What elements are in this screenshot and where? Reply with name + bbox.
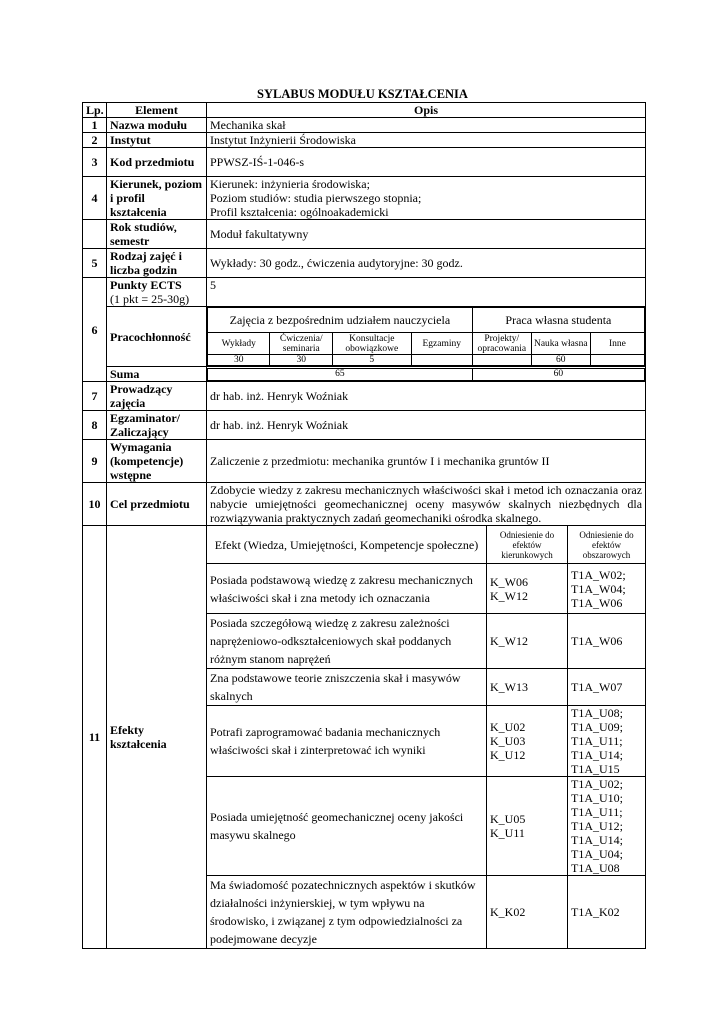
table-row — [83, 483, 646, 526]
table-row — [83, 118, 646, 133]
table-row — [83, 220, 646, 249]
row-element: Prowadzący zajęcia — [107, 382, 207, 411]
val-exams — [411, 355, 472, 366]
effects-head-effect: Efekt (Wiedza, Umiejętności, Kompetencje społeczne) — [207, 526, 487, 564]
row-value — [207, 177, 646, 220]
sum-cell — [207, 367, 646, 382]
row-value: dr hab. inż. Henryk Woźniak — [207, 382, 646, 411]
profile-line: Profil kształcenia: ogólnoakademicki — [210, 205, 389, 219]
col-other: Inne — [590, 333, 644, 355]
col-self-study: Nauka własna — [531, 333, 590, 355]
header-lp: Lp. — [83, 103, 107, 118]
row-number: 8 — [83, 411, 107, 440]
ects-label: Punkty ECTS — [110, 278, 182, 292]
table-row-ects — [83, 278, 646, 307]
val-lectures: 30 — [208, 355, 270, 366]
row-number: 7 — [83, 382, 107, 411]
ects-value: 5 — [207, 278, 646, 307]
row-element: Rok studiów, semestr — [107, 220, 207, 249]
table-row — [83, 411, 646, 440]
header-opis: Opis — [207, 103, 646, 118]
self-work-header: Praca własna studenta — [472, 308, 644, 333]
table-row-sum — [83, 367, 646, 382]
col-exams: Egzaminy — [411, 333, 472, 355]
header-element: Element — [107, 103, 207, 118]
col-projects: Projekty/ opracowania — [472, 333, 531, 355]
effect-text: Posiada szczegółową wiedzę z zakresu zależności naprężeniowo-odkształceniowych skał poddanych różnym stanom naprężeń — [207, 614, 487, 669]
row-element: Egzaminator/ Zaliczający — [107, 411, 207, 440]
effect-kier: K_W13 — [487, 669, 568, 706]
row-value: Zdobycie wiedzy z zakresu mechanicznych właściwości skał i metod ich oznaczania oraz nabycie umiejętności geomechanicznej oceny masywów skalnych niezbędnych dla rozwiązywania praktycznych zadań geomechaniki ośrodka skalnego. — [207, 483, 646, 526]
effect-kier: K_U02 K_U03 K_U12 — [487, 706, 568, 777]
row-element: Cel przedmiotu — [107, 483, 207, 526]
effect-obsz: T1A_U08; T1A_U09; T1A_U11; T1A_U14; T1A_U15 — [568, 706, 646, 777]
effect-text: Posiada umiejętność geomechanicznej oceny jakości masywu skalnego — [207, 777, 487, 876]
workload-cell — [207, 307, 646, 367]
col-lectures: Wykłady — [208, 333, 270, 355]
workload-label: Pracochłonność — [107, 307, 207, 367]
row-value: dr hab. inż. Henryk Woźniak — [207, 411, 646, 440]
row-number: 1 — [83, 118, 107, 133]
val-exercises: 30 — [270, 355, 332, 366]
effect-kier: K_W12 — [487, 614, 568, 669]
row-element: Kod przedmiotu — [107, 148, 207, 177]
level-line: Poziom studiów: studia pierwszego stopnia; — [210, 191, 422, 205]
effect-obsz: T1A_W02; T1A_W04; T1A_W06 — [568, 564, 646, 614]
ects-sub: (1 pkt = 25-30g) — [110, 292, 190, 306]
syllabus-table — [82, 102, 646, 949]
effect-text: Potrafi zaprogramować badania mechanicznych właściwości skał i zinterpretować ich wyniki — [207, 706, 487, 777]
row-element: Rodzaj zajęć i liczba godzin — [107, 249, 207, 278]
row-number: 9 — [83, 440, 107, 483]
sum-contact: 65 — [208, 368, 473, 380]
row-number: 4 — [83, 177, 107, 220]
effect-obsz: T1A_U02; T1A_U10; T1A_U11; T1A_U12; T1A_U14; T1A_U04; T1A_U08 — [568, 777, 646, 876]
contact-hours-header: Zajęcia z bezpośrednim udziałem nauczyciela — [208, 308, 473, 333]
effect-obsz: T1A_K02 — [568, 876, 646, 949]
row-number: 5 — [83, 249, 107, 278]
row-element: Kierunek, poziom i profil kształcenia — [107, 177, 207, 220]
effect-kier: K_W06 K_W12 — [487, 564, 568, 614]
sum-label: Suma — [107, 367, 207, 382]
row-value: Wykłady: 30 godz., ćwiczenia audytoryjne: 30 godz. — [207, 249, 646, 278]
table-row-workload — [83, 307, 646, 367]
document-title: SYLABUS MODUŁU KSZTAŁCENIA — [257, 87, 468, 101]
col-consultations: Konsultacje obowiązkowe — [332, 333, 411, 355]
row-value: Mechanika skał — [207, 118, 646, 133]
val-self-study: 60 — [531, 355, 590, 366]
row-number: 11 — [83, 526, 107, 949]
effects-head-kier: Odniesienie do efektów kierunkowych — [487, 526, 568, 564]
effect-kier: K_U05 K_U11 — [487, 777, 568, 876]
row-value: Moduł fakultatywny — [207, 220, 646, 249]
row-value: PPWSZ-IŚ-1-046-s — [207, 148, 646, 177]
table-row — [83, 249, 646, 278]
col-exercises: Ćwiczenia/ seminaria — [270, 333, 332, 355]
row-number: 10 — [83, 483, 107, 526]
table-header-row — [83, 103, 646, 118]
table-row — [83, 133, 646, 148]
table-row — [83, 382, 646, 411]
direction-line: Kierunek: inżynieria środowiska; — [210, 177, 370, 191]
row-number — [83, 220, 107, 249]
sum-table — [207, 368, 645, 381]
row-number: 2 — [83, 133, 107, 148]
val-projects — [472, 355, 531, 366]
row-element — [107, 278, 207, 307]
row-element: Instytut — [107, 133, 207, 148]
effect-obsz: T1A_W06 — [568, 614, 646, 669]
effect-text: Zna podstawowe teorie zniszczenia skał i masywów skalnych — [207, 669, 487, 706]
effect-obsz: T1A_W07 — [568, 669, 646, 706]
table-row — [83, 177, 646, 220]
val-other — [590, 355, 644, 366]
row-element: Wymagania (kompetencje) wstępne — [107, 440, 207, 483]
row-element: Nazwa modułu — [107, 118, 207, 133]
effect-kier: K_K02 — [487, 876, 568, 949]
effects-header-row — [83, 526, 646, 564]
row-number: 3 — [83, 148, 107, 177]
val-consultations: 5 — [332, 355, 411, 366]
table-row — [83, 440, 646, 483]
row-value: Zaliczenie z przedmiotu: mechanika gruntów I i mechanika gruntów II — [207, 440, 646, 483]
row-element: Efekty kształcenia — [107, 526, 207, 949]
row-value: Instytut Inżynierii Środowiska — [207, 133, 646, 148]
table-row — [83, 148, 646, 177]
effect-text: Posiada podstawową wiedzę z zakresu mechanicznych właściwości skał i zna metody ich oznaczania — [207, 564, 487, 614]
effect-text: Ma świadomość pozatechnicznych aspektów i skutków działalności inżynierskiej, w tym wpływu na środowisko, i związanej z tym odpowiedzialności za podejmowane decyzje — [207, 876, 487, 949]
row-number: 6 — [83, 278, 107, 382]
sum-self: 60 — [472, 368, 644, 380]
workload-table — [207, 307, 645, 366]
effects-head-obsz: Odniesienie do efektów obszarowych — [568, 526, 646, 564]
